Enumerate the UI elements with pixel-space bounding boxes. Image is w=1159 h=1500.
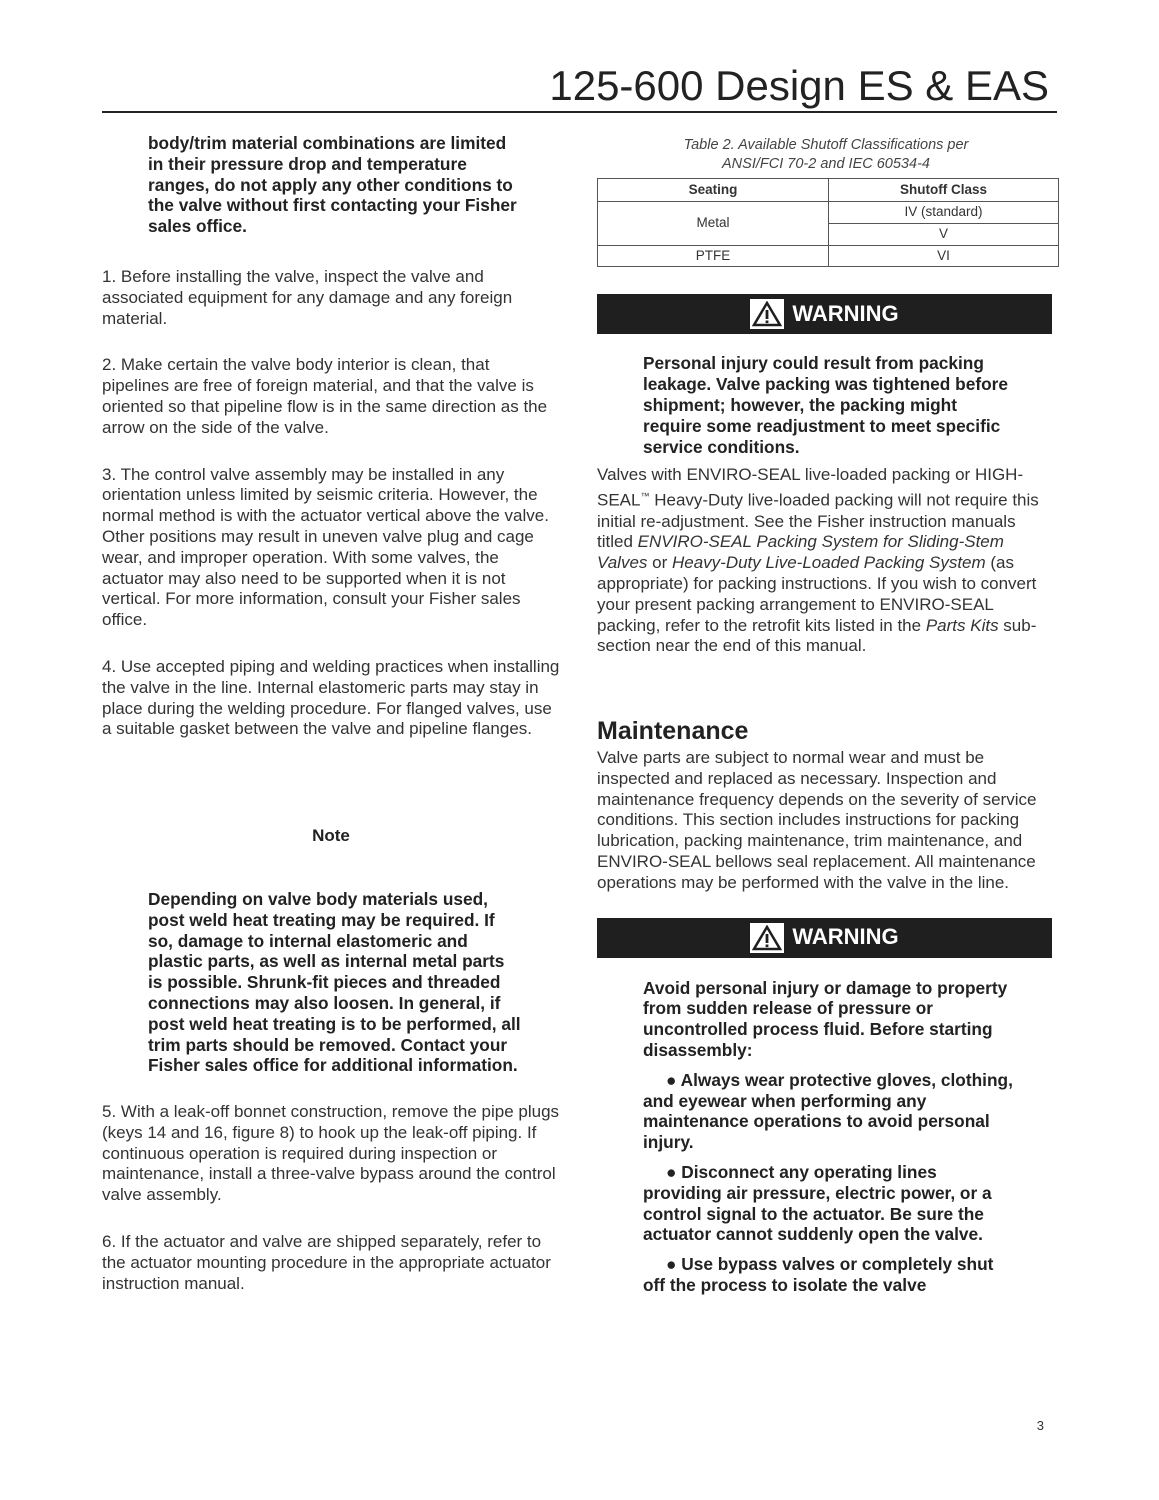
note-text: Depending on valve body materials used, post weld heat treating may be required. If so, damage to internal elastomeric and plastic parts, as well as internal metal parts is possible. Shrunk-fit pieces and threaded connections may also loosen. In general, if post weld heat treating is to be performed, all trim parts should be removed. Contact your Fisher sales office for additional information. [148,888,521,1076]
warning-2-bullet-1: ● Always wear protective gloves, clothing, and eyewear when performing any maintenance operations to avoid personal injury. [643,1069,1013,1153]
packing-text-c: or [647,553,672,573]
warning-label-1: WARNING [792,300,899,326]
cell-metal: Metal [598,202,829,246]
warning-label-2: WARNING [792,924,899,950]
step-2: 2. Make certain the valve body interior is clean, that pipelines are free of foreign material, and that the valve is oriented so that pipeline flow is in the same direction as the arrow on the side of the valve. [102,355,548,437]
step-4: 4. Use accepted piping and welding practices when installing the valve in the line. Internal elastomeric parts may stay in place during the welding procedure. For flanged valves, use a suitable gasket between the valve and pipeline flanges. [102,656,560,739]
warning-banner-1 [597,294,1052,334]
page-title: 125-600 Design ES & EAS [549,62,1049,109]
packing-paragraph [597,465,1055,657]
warning-1-text: Personal injury could result from packing leakage. Valve packing was tightened before shipment; however, the packing might require some readjustment to meet specific service conditions. [643,353,1008,457]
manual-title-1: ENVIRO-SEAL Packing System for Sliding-Stem Valves [597,532,1004,573]
step-1: 1. Before installing the valve, inspect the valve and associated equipment for any damage and any foreign material. [102,266,513,328]
cell-vi: VI [829,245,1059,267]
step-5: 5. With a leak-off bonnet construction, remove the pipe plugs (keys 14 and 16, figure 8) to hook up the leak-off piping. If continuous operation is required during inspection or maintenance, install a three-valve bypass around the control valve assembly. [102,1102,560,1205]
cell-v: V [829,223,1059,245]
right-column [597,133,1055,1296]
warning-banner-2 [597,918,1052,958]
packing-text-a: Valves with ENVIRO-SEAL live-loaded packing or HIGH-SEAL [597,465,1024,510]
parts-kits-ref: Parts Kits [925,615,999,635]
warning-triangle-icon [750,923,784,953]
packing-text-d: (as appropriate) for packing instructions. If you wish to convert your present packing arrangement to ENVIRO-SEAL packing, refer to the retrofit kits listed in the [597,553,1037,635]
warning-2-bullet-2: ● Disconnect any operating lines providing air pressure, electric power, or a control signal to the actuator. Be sure the actuator cannot suddenly open the valve. [643,1161,992,1245]
page-number: 3 [1036,1418,1044,1433]
maintenance-heading: Maintenance [597,717,749,746]
cell-iv: IV (standard) [829,202,1059,224]
packing-text-e: sub-section near the end of this manual. [597,615,1037,656]
maintenance-text: Valve parts are subject to normal wear and must be inspected and replaced as necessary. Inspection and maintenance frequency depends on the severity of service conditions. This section includes instructions for packing lubrication, packing maintenance, trim maintenance, and ENVIRO-SEAL bellows seal replacement. All maintenance operations may be performed with the valve in the line. [597,748,1037,892]
note-title: Note [312,826,350,846]
caution-continued-text: body/trim material combinations are limited in their pressure drop and temperature ranges, do not apply any other conditions to the valve without first contacting your Fisher sales office. [148,133,517,237]
warning-2-intro: Avoid personal injury or damage to property from sudden release of pressure or uncontrolled process fluid. Before starting disassembly: [643,977,1008,1060]
step-6: 6. If the actuator and valve are shipped separately, refer to the actuator mounting procedure in the appropriate actuator instruction manual. [102,1232,551,1293]
packing-text-b: Heavy-Duty live-loaded packing will not require this initial re-adjustment. See the Fisher instruction manuals titled [597,490,1039,552]
manual-title-2: Heavy-Duty Live-Loaded Packing System [671,553,986,573]
table-caption-line1: Table 2. Available Shutoff Classifications per [683,137,969,153]
header-seating: Seating [598,179,829,202]
shutoff-table [597,178,1059,267]
warning-triangle-icon [750,299,784,329]
left-column [102,133,560,1294]
cell-ptfe: PTFE [598,245,829,267]
warning-2-bullet-3: ● Use bypass valves or completely shut off the process to isolate the valve [643,1254,994,1295]
header-shutoff-class: Shutoff Class [829,179,1059,202]
header-divider [102,111,1057,113]
trademark-symbol: ™ [640,491,650,502]
table-caption [597,136,1055,173]
step-3: 3. The control valve assembly may be installed in any orientation unless limited by seismic criteria. However, the normal method is with the actuator vertical above the valve. Other positions may result in uneven valve plug and cage wear, and improper operation. With some valves, the actuator may also need to be supported when it is not vertical. For more information, consult your Fisher sales office. [102,464,549,630]
table-caption-line2: ANSI/FCI 70-2 and IEC 60534-4 [722,155,930,172]
